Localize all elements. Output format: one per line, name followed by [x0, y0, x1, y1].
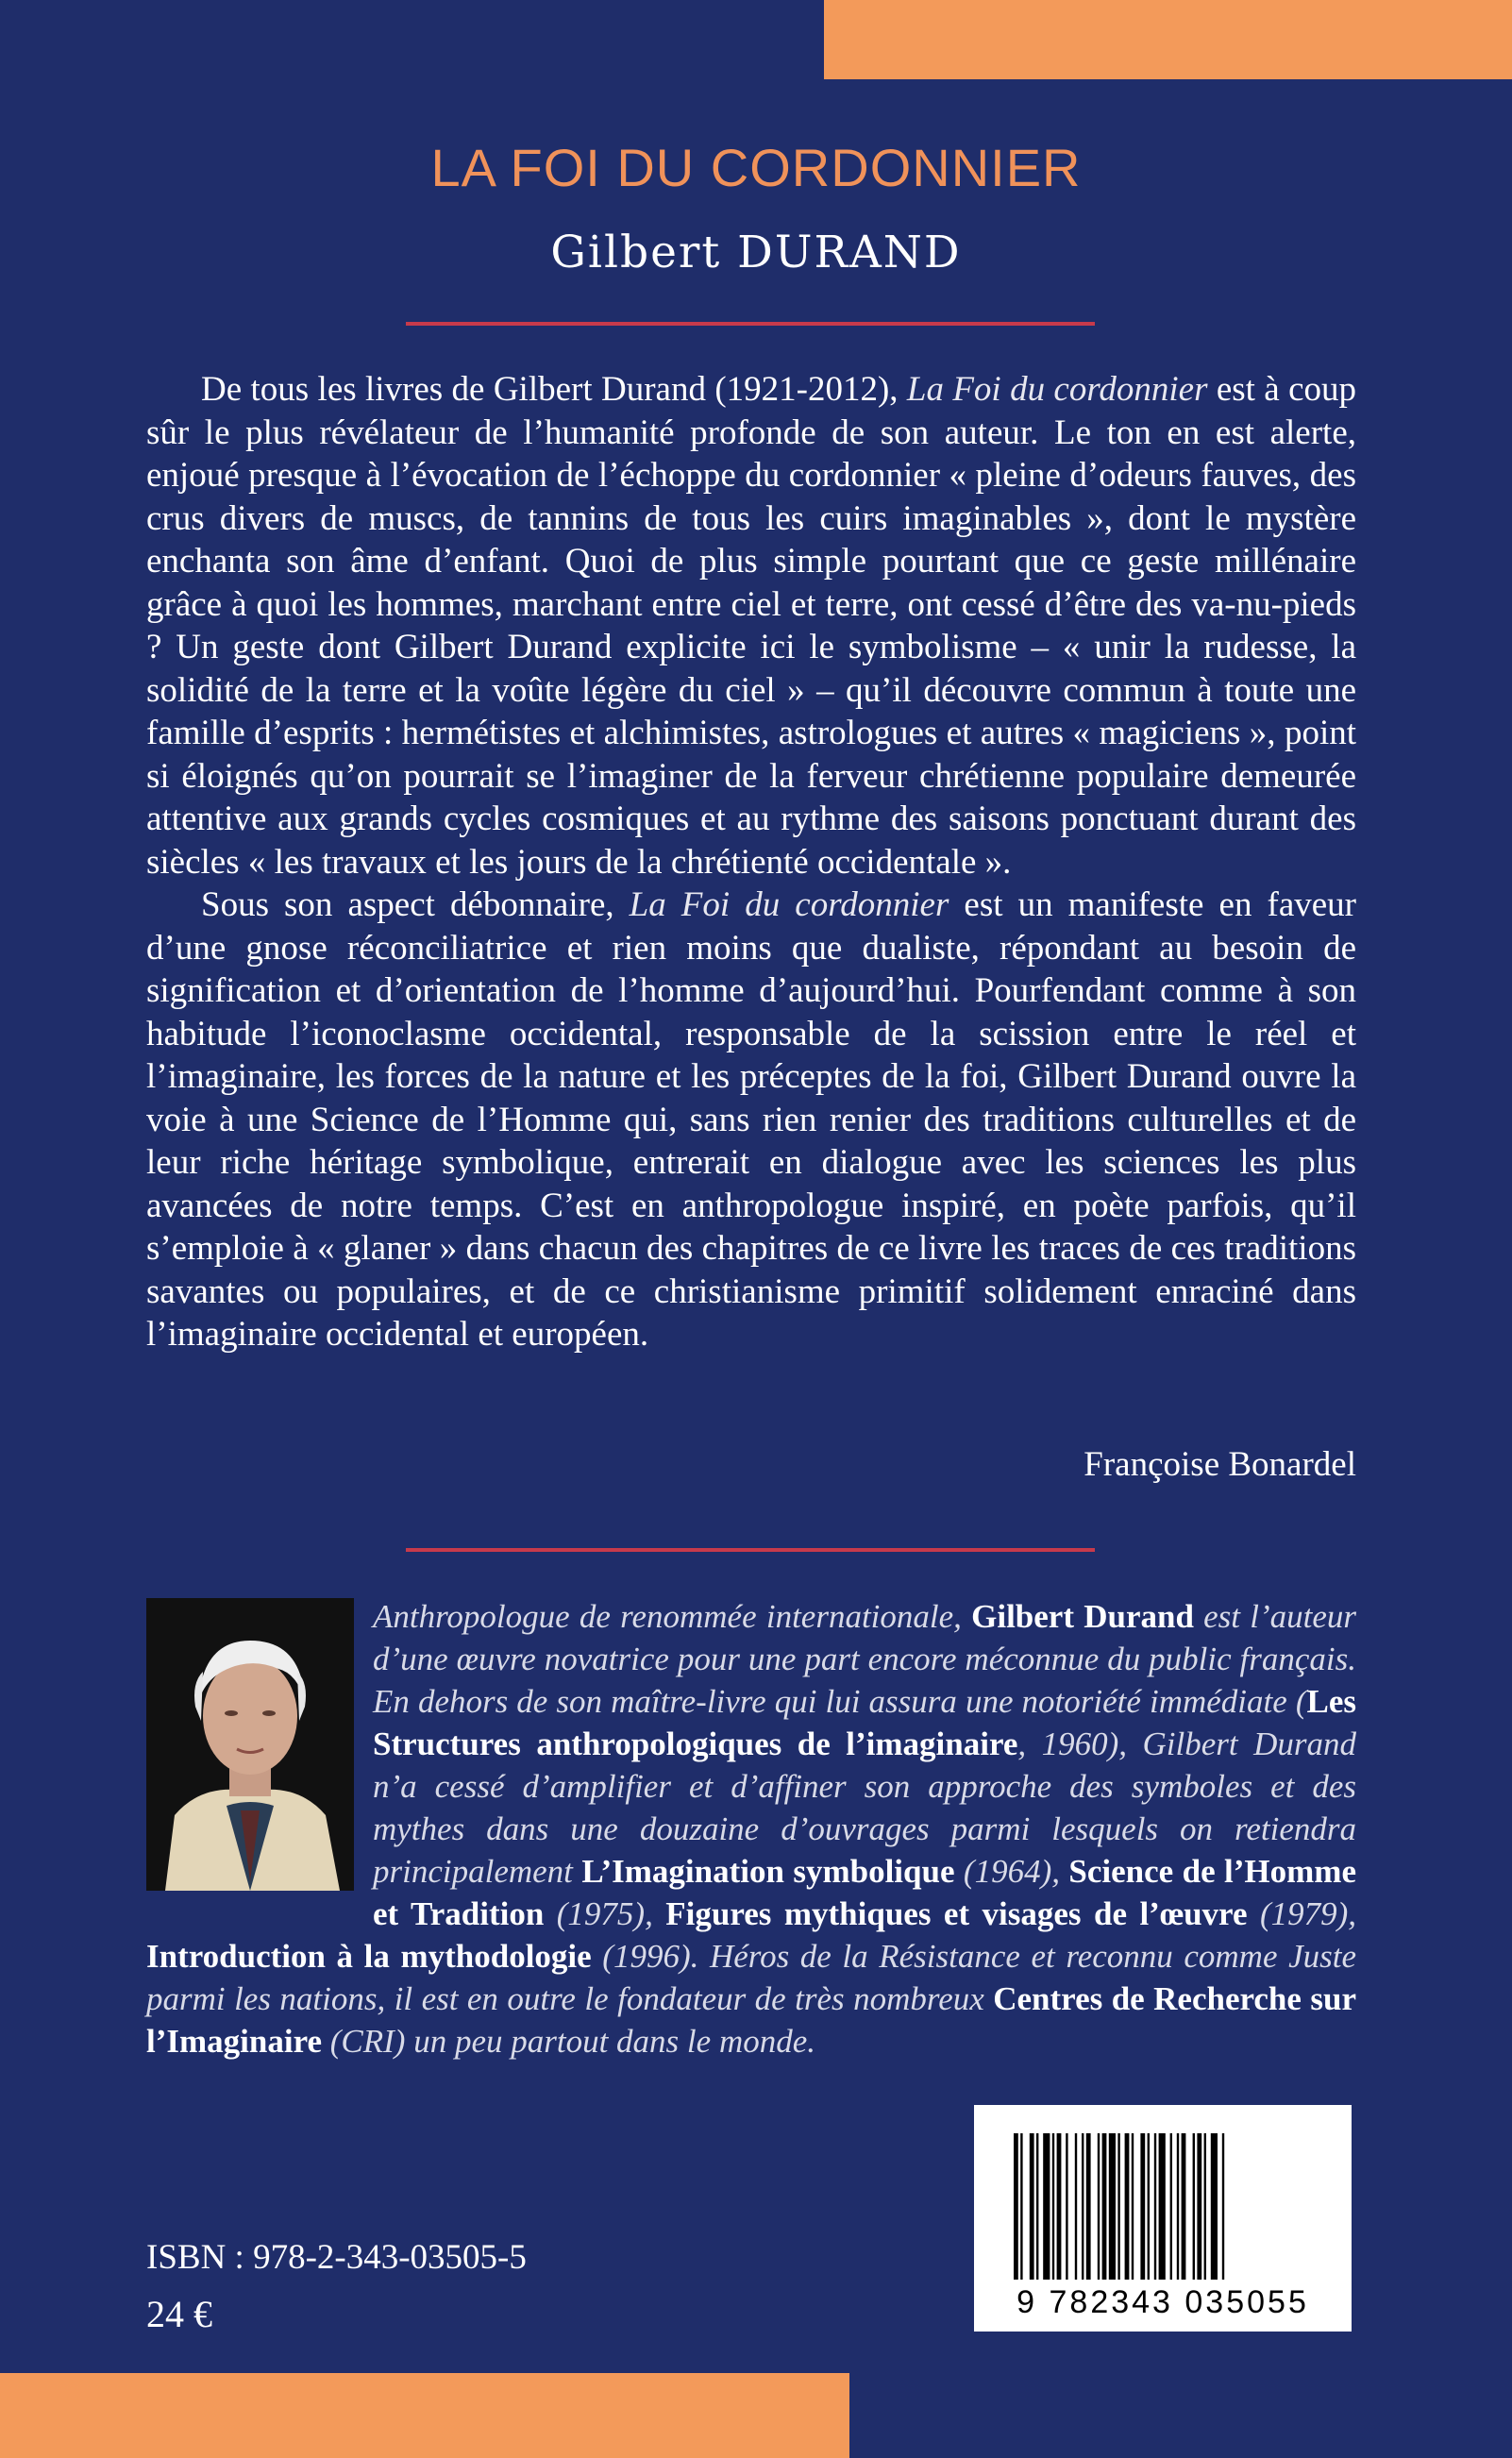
author-name: Gilbert Durand [971, 1598, 1194, 1635]
blurb-signature: Françoise Bonardel [1084, 1445, 1356, 1484]
barcode-bar [1197, 2133, 1201, 2280]
book-title: LA FOI DU CORDONNIER [430, 138, 1082, 197]
barcode-bar [1082, 2133, 1084, 2280]
divider-bottom [406, 1548, 1095, 1552]
barcode-bar [1211, 2133, 1218, 2280]
barcode-bar [1222, 2133, 1224, 2280]
barcode-bar [1154, 2133, 1156, 2280]
barcode-bar [1193, 2133, 1195, 2280]
barcode-bar [1148, 2133, 1150, 2280]
book-author: Gilbert DURAND [550, 227, 962, 278]
barcode-bar [1098, 2133, 1100, 2280]
barcode-bar [1043, 2133, 1050, 2280]
barcode-bar [1057, 2133, 1062, 2280]
top-accent-band [824, 0, 1512, 79]
barcode-bar [1066, 2133, 1067, 2280]
blurb-paragraph-2: Sous son aspect débonnaire, La Foi du cordonnier est un manifeste en faveur d’une gnose réconciliatrice et rien moins que dualiste, répondant au besoin de signification et d’orientation de l’homme d’aujourd’hui. Pourfendant comme à son habitude l’iconoclasme occidental, responsable de la scission entre le réel et l’imaginaire, les forces de la nature et les préceptes de la foi, Gilbert Durand ouvre la voie à une Science de l’Homme qui, sans rien renier des traditions culturelles et de leur riche héritage symbolique, entrerait en dialogue avec les sciences les plus avancées de notre temps. C’est en anthropologue inspiré, en poète parfois, qu’il s’emploie à « glaner » dans chacun des chapitres de ce livre les traces de ces traditions savantes ou populaires, et de ce christianisme primitif solidement enraciné dans l’imaginaire occidental et européen. [146, 885, 1356, 1354]
barcode-bar [1159, 2133, 1166, 2280]
bottom-accent-band [0, 2373, 849, 2458]
barcode-bar [1170, 2133, 1172, 2280]
barcode-bar [1204, 2133, 1206, 2280]
author-biography: Anthropologue de renommée internationale, Gilbert Durand est l’auteur d’une œuvre novatrice pour une part encore méconnue du public français. En dehors de son maître-livre qui lui assura une notoriété immédiate (Les Structures anthropologiques de l’imaginaire, 1960), Gilbert Durand n’a cessé d’amplifier et d’affiner son approche des symboles et des mythes dans une douzaine d’ouvrages parmi lesquels on retiendra principalement L’Imagination symbolique (1964), Science de l’Homme et Tradition (1975), Figures mythiques et visages de l’œuvre (1979), Introduction à la mythodologie (1996). Héros de la Résistance et reconnu comme Juste parmi les nations, il est en outre le fondateur de très nombreux Centres de Recherche sur l’Imaginaire (CRI) un peu partout dans le monde. [146, 1598, 1357, 2060]
barcode-bar [1117, 2133, 1119, 2280]
barcode-bar [1177, 2133, 1179, 2280]
blurb-paragraph-1: De tous les livres de Gilbert Durand (1921-2012), La Foi du cordonnier est à coup sûr le plus révélateur de l’humanité profonde de son auteur. Le ton en est alerte, enjoué presque à l’évocation de l’échoppe du cordonnier « pleine d’odeurs fauves, des crus divers de muscs, de tannins de tous les cuirs imaginables », dont le mystère enchanta son âme d’enfant. Quoi de plus simple pourtant que ce geste millénaire grâce à quoi les hommes, marchant entre ciel et terre, ont cessé d’être des va-nu-pieds ? Un geste dont Gilbert Durand explicite ici le symbolisme – « unir la rudesse, la solidité de la terre et la voûte légère du ciel » – qu’il découvre commun à toute une famille d’esprits : hermétistes et alchimistes, astrologues et autres « magiciens », point si éloignés qu’on pourrait se l’imaginer de la ferveur chrétienne populaire demeurée attentive aux grands cycles cosmiques et au rythme des saisons ponctuant durant des siècles « les travaux et les jours de la chrétienté occidentale ». [146, 370, 1357, 882]
barcode [974, 2105, 1352, 2332]
back-cover-blurb [146, 368, 1356, 1356]
book-title-italic: La Foi du cordonnier [629, 885, 949, 924]
book-title-italic: La Foi du cordonnier [906, 370, 1208, 409]
price: 24 € [146, 2293, 212, 2335]
barcode-bar [1014, 2133, 1018, 2280]
barcode-bar [1075, 2133, 1077, 2280]
divider-top [406, 322, 1095, 326]
barcode-bar [1036, 2133, 1038, 2280]
barcode-bar [1086, 2133, 1091, 2280]
barcode-bar [1052, 2133, 1054, 2280]
barcode-bar [1020, 2133, 1022, 2280]
isbn: ISBN : 978-2-343-03505-5 [146, 2238, 527, 2277]
barcode-bar [1182, 2133, 1186, 2280]
barcode-bar [1030, 2133, 1034, 2280]
barcode-bar [1102, 2133, 1107, 2280]
barcode-bar [1125, 2133, 1130, 2280]
barcode-bar [1132, 2133, 1134, 2280]
barcode-bar [1109, 2133, 1116, 2280]
barcode-bar [1140, 2133, 1145, 2280]
barcode-digits: 9 782343 035055 [1016, 2284, 1309, 2320]
